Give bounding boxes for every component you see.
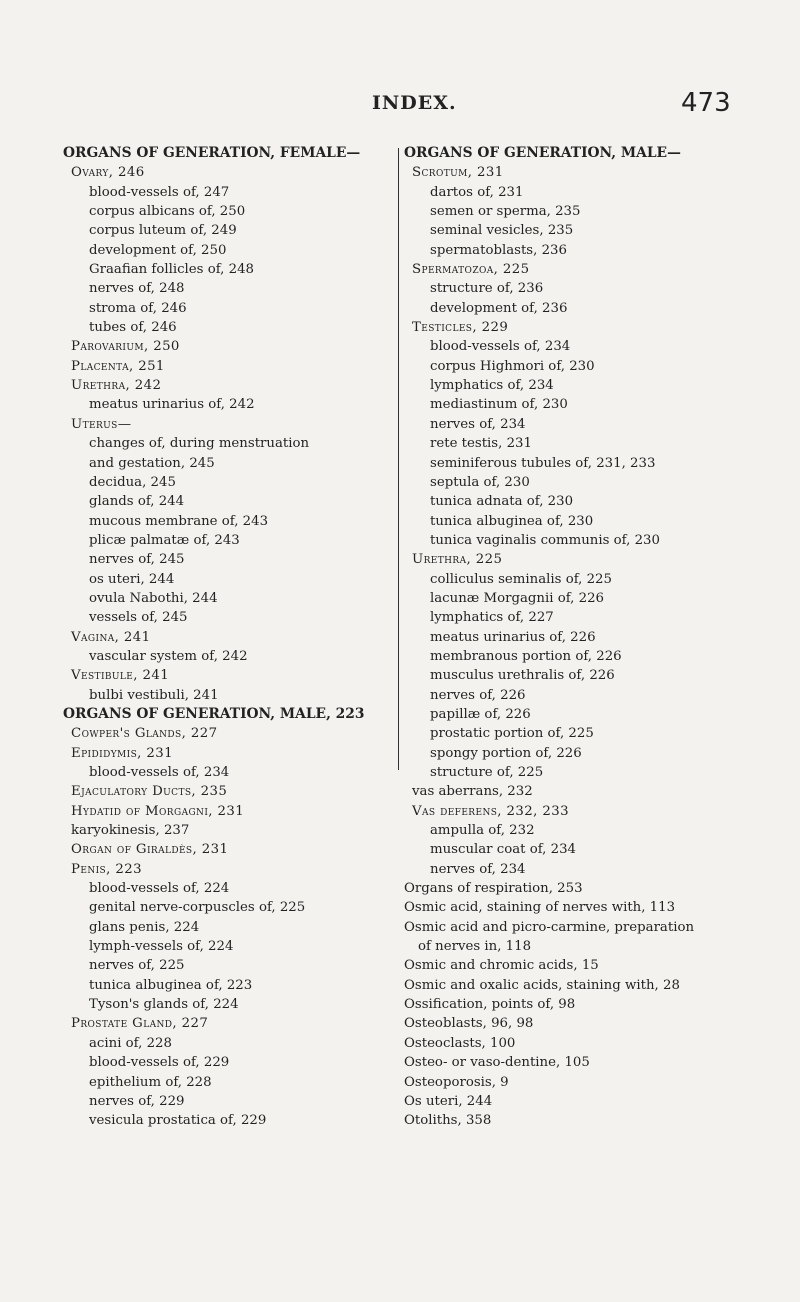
index-entry: nerves of, 234 xyxy=(430,861,526,877)
index-entry: Cowper's Glands, 227 xyxy=(71,726,218,742)
index-entry: Ovary, 246 xyxy=(71,165,145,181)
index-entry: blood-vessels of, 234 xyxy=(430,339,571,355)
index-entry: Osteoporosis, 9 xyxy=(404,1074,509,1090)
index-entry: nerves of, 248 xyxy=(89,281,185,297)
index-entry: Organs of respiration, 253 xyxy=(404,881,583,897)
index-entry: blood-vessels of, 234 xyxy=(89,765,230,780)
index-entry: lymphatics of, 227 xyxy=(430,610,554,626)
index-entry: Osteoclasts, 100 xyxy=(404,1035,516,1051)
index-entry: vas aberrans, 232 xyxy=(412,784,533,800)
index-entry: Hydatid of Morgagni, 231 xyxy=(71,803,245,819)
index-entry: Organ of Giraldès, 231 xyxy=(71,842,229,858)
index-entry: ovula Nabothi, 244 xyxy=(89,590,218,606)
index-entry: Ejaculatory Ducts, 235 xyxy=(71,784,228,800)
page-number: 473 xyxy=(681,88,731,118)
index-entry: ORGANS OF GENERATION, MALE— xyxy=(404,145,681,161)
index-entry: Penis, 223 xyxy=(71,861,142,877)
index-entry: blood-vessels of, 229 xyxy=(89,1055,230,1071)
page-header xyxy=(0,88,800,122)
index-entry: prostatic portion of, 225 xyxy=(430,726,594,742)
index-entry: vesicula prostatica of, 229 xyxy=(89,1113,267,1129)
index-entry: plicæ palmatæ of, 243 xyxy=(89,532,240,548)
index-entry: Vas deferens, 232, 233 xyxy=(412,803,569,819)
index-entry: Vagina, 241 xyxy=(71,629,151,645)
index-entry: Osteo- or vaso-dentine, 105 xyxy=(404,1055,590,1071)
index-entry: Urethra, 225 xyxy=(412,552,503,568)
index-entry: tunica adnata of, 230 xyxy=(430,494,574,510)
index-entry: nerves of, 234 xyxy=(430,416,526,432)
index-entry: semen or sperma, 235 xyxy=(430,204,581,220)
index-entry: meatus urinarius of, 226 xyxy=(430,629,596,645)
index-entry: Ossification, points of, 98 xyxy=(404,997,576,1013)
index-entry: Spermatozoa, 225 xyxy=(412,262,530,278)
index-entry: tunica albuginea of, 230 xyxy=(430,513,594,529)
index-entry: development of, 250 xyxy=(89,242,227,258)
index-entry: dartos of, 231 xyxy=(430,184,524,200)
index-entry: nerves of, 229 xyxy=(89,1093,185,1109)
index-entry: lacunæ Morgagnii of, 226 xyxy=(430,590,604,606)
index-entry: Osteoblasts, 96, 98 xyxy=(404,1016,534,1032)
index-entry: structure of, 225 xyxy=(430,765,544,780)
index-entry: corpus albicans of, 250 xyxy=(89,204,246,220)
index-entry: glands of, 244 xyxy=(89,494,185,510)
index-entry: mucous membrane of, 243 xyxy=(89,513,269,529)
index-entry: Tyson's glands of, 224 xyxy=(89,997,239,1013)
index-entry: epithelium of, 228 xyxy=(89,1074,212,1090)
index-entry: Os uteri, 244 xyxy=(404,1093,493,1109)
index-entry: Uterus— xyxy=(71,416,132,432)
index-entry: acini of, 228 xyxy=(89,1035,172,1051)
index-entry: Prostate Gland, 227 xyxy=(71,1016,209,1032)
index-entry: spongy portion of, 226 xyxy=(430,745,582,761)
column-divider xyxy=(398,148,399,770)
index-entry: nerves of, 225 xyxy=(89,958,185,974)
index-entry: glans penis, 224 xyxy=(89,919,200,935)
index-entry: bulbi vestibuli, 241 xyxy=(89,687,219,703)
index-entry: ampulla of, 232 xyxy=(430,823,535,839)
index-entry: seminiferous tubules of, 231, 233 xyxy=(430,455,656,471)
index-entry: structure of, 236 xyxy=(430,281,544,297)
index-entry: corpus luteum of, 249 xyxy=(89,223,237,239)
index-entry: tunica albuginea of, 223 xyxy=(89,977,253,993)
index-entry: of nerves in, 118 xyxy=(418,939,532,955)
index-entry: lymph-vessels of, 224 xyxy=(89,939,234,955)
index-entry: ORGANS OF GENERATION, FEMALE— xyxy=(63,145,361,161)
index-entry: Osmic acid and picro-carmine, preparation xyxy=(404,919,695,935)
index-entry: and gestation, 245 xyxy=(89,455,215,471)
index-entry: corpus Highmori of, 230 xyxy=(430,358,595,374)
index-entry: rete testis, 231 xyxy=(430,436,532,452)
index-column-left xyxy=(63,144,393,1131)
index-entry: Epididymis, 231 xyxy=(71,745,174,761)
index-entry: Vestibule, 241 xyxy=(71,668,170,684)
index-entry: tubes of, 246 xyxy=(89,320,177,336)
index-entry: Graafian follicles of, 248 xyxy=(89,262,255,278)
running-title: INDEX. xyxy=(372,92,457,114)
index-entry: membranous portion of, 226 xyxy=(430,648,622,664)
index-entry: karyokinesis, 237 xyxy=(71,823,190,839)
index-entry: septula of, 230 xyxy=(430,474,530,490)
index-entry: nerves of, 226 xyxy=(430,687,526,703)
index-entry: Urethra, 242 xyxy=(71,378,162,394)
index-entry: stroma of, 246 xyxy=(89,300,187,316)
index-entry: changes of, during menstruation xyxy=(89,436,310,452)
index-entry: Scrotum, 231 xyxy=(412,165,504,181)
index-entry: seminal vesicles, 235 xyxy=(430,223,574,239)
index-entry: nerves of, 245 xyxy=(89,552,185,568)
index-entry: os uteri, 244 xyxy=(89,571,175,587)
index-entry: blood-vessels of, 224 xyxy=(89,881,230,897)
index-entry: Osmic and chromic acids, 15 xyxy=(404,958,599,974)
index-entry: development of, 236 xyxy=(430,300,568,316)
index-entry: Parovarium, 250 xyxy=(71,339,180,355)
index-column-right xyxy=(404,144,734,1131)
index-entry: Osmic acid, staining of nerves with, 113 xyxy=(404,900,676,916)
index-entry: mediastinum of, 230 xyxy=(430,397,568,413)
index-entry: tunica vaginalis communis of, 230 xyxy=(430,532,660,548)
index-entry: vascular system of, 242 xyxy=(89,648,248,664)
index-entry: genital nerve-corpuscles of, 225 xyxy=(89,900,306,916)
index-entry: blood-vessels of, 247 xyxy=(89,184,230,200)
index-entry: meatus urinarius of, 242 xyxy=(89,397,255,413)
index-entry: Otoliths, 358 xyxy=(404,1113,492,1129)
index-entry: spermatoblasts, 236 xyxy=(430,242,567,258)
index-entry: Placenta, 251 xyxy=(71,358,165,374)
index-entry: ORGANS OF GENERATION, MALE, 223 xyxy=(63,705,365,722)
index-entry: musculus urethralis of, 226 xyxy=(430,668,615,684)
index-entry: muscular coat of, 234 xyxy=(430,842,577,858)
index-entry: colliculus seminalis of, 225 xyxy=(430,571,612,587)
index-entry: lymphatics of, 234 xyxy=(430,378,554,394)
index-entry: vessels of, 245 xyxy=(89,610,188,626)
index-entry: decidua, 245 xyxy=(89,474,176,490)
index-entry: Testicles, 229 xyxy=(412,320,509,336)
index-entry: Osmic and oxalic acids, staining with, 28 xyxy=(404,977,680,993)
index-entry: papillæ of, 226 xyxy=(430,706,531,722)
